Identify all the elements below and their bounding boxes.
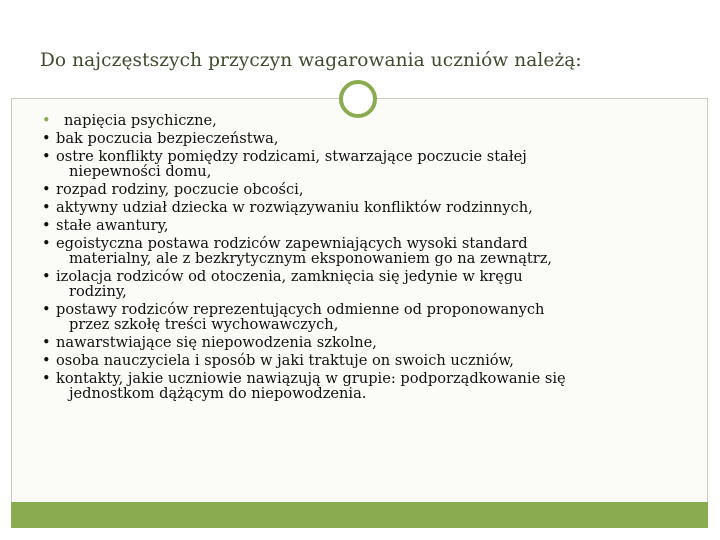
- bullet-item: [42, 352, 682, 370]
- bullet-item: [42, 370, 682, 403]
- bullet-text: ostre konflikty pomiędzy rodzicami, stwarzające poczucie stałej: [56, 148, 527, 165]
- bullet-marker: •: [42, 334, 51, 351]
- bullet-line: [42, 334, 682, 352]
- bullet-marker: •: [42, 217, 51, 234]
- bullet-marker: •: [42, 268, 51, 285]
- footer-accent-bar: [11, 502, 708, 528]
- bullet-item: [42, 301, 682, 334]
- bullet-text-continuation: jednostkom dążącym do niepowodzenia.: [69, 385, 367, 402]
- bullet-marker: •: [42, 181, 51, 198]
- bullet-line: [42, 199, 682, 217]
- bullet-text: egoistyczna postawa rodziców zapewniających wysoki standard: [56, 235, 528, 252]
- bullet-item: [42, 235, 682, 268]
- bullet-text: nawarstwiające się niepowodzenia szkolne,: [56, 334, 377, 351]
- bullet-text-continuation: materialny, ale z bezkrytycznym eksponowaniem go na zewnątrz,: [69, 250, 553, 267]
- bullet-marker: •: [42, 235, 51, 252]
- bullet-item: [42, 148, 682, 181]
- bullet-marker: •: [42, 352, 51, 369]
- bullet-marker: •: [42, 112, 51, 129]
- bullet-text: izolacja rodziców od otoczenia, zamknięcia się jedynie w kręgu: [56, 268, 523, 285]
- slide-title: Do najczęstszych przyczyn wagarowania uczniów należą:: [40, 50, 582, 71]
- bullet-item: [42, 268, 682, 301]
- bullet-line: [42, 112, 682, 130]
- bullet-text: postawy rodziców reprezentujących odmienne od proponowanych: [56, 301, 545, 318]
- bullet-marker: •: [42, 130, 51, 147]
- bullet-item: [42, 199, 682, 217]
- bullet-item: [42, 334, 682, 352]
- bullet-text: kontakty, jakie uczniowie nawiązują w grupie: podporządkowanie się: [56, 370, 566, 387]
- bullet-marker: •: [42, 301, 51, 318]
- bullet-text-continuation: rodziny,: [69, 283, 127, 300]
- bullet-text: stałe awantury,: [56, 217, 169, 234]
- bullet-item: [42, 130, 682, 148]
- bullet-text: osoba nauczyciela i sposób w jaki traktuje on swoich uczniów,: [56, 352, 514, 369]
- bullet-marker: •: [42, 199, 51, 216]
- bullet-text: napięcia psychiczne,: [64, 112, 217, 129]
- bullet-line: [42, 130, 682, 148]
- bullet-line: [42, 352, 682, 370]
- bullet-text-continuation: niepewności domu,: [69, 163, 212, 180]
- bullet-text: bak poczucia bezpieczeństwa,: [56, 130, 279, 147]
- bullet-text: rozpad rodziny, poczucie obcości,: [56, 181, 304, 198]
- bullet-text-continuation: przez szkołę treści wychowawczych,: [69, 316, 339, 333]
- bullet-text: aktywny udział dziecka w rozwiązywaniu konfliktów rodzinnych,: [56, 199, 533, 216]
- bullet-item: [42, 217, 682, 235]
- bullet-marker: •: [42, 370, 51, 387]
- bullet-item: [42, 112, 682, 130]
- bullet-line: [42, 217, 682, 235]
- bullet-item: [42, 181, 682, 199]
- bullet-line: [42, 181, 682, 199]
- bullet-list: [42, 112, 682, 403]
- bullet-marker: •: [42, 148, 51, 165]
